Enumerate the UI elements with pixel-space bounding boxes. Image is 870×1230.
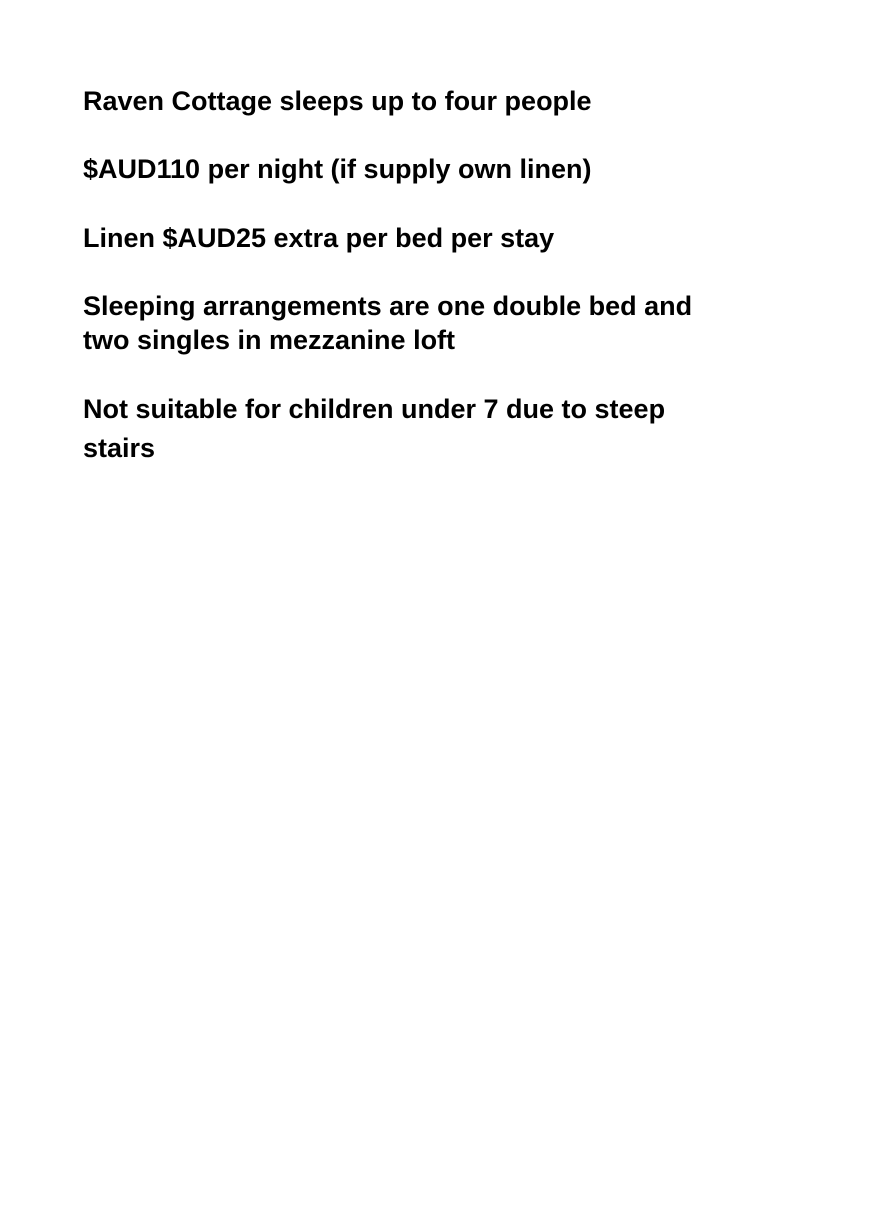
- children-notice-text: [83, 392, 783, 465]
- text-line: $AUD110 per night (if supply own linen): [83, 154, 592, 184]
- occupancy-text: [83, 84, 783, 118]
- text-line: two singles in mezzanine loft: [83, 325, 456, 355]
- linen-fee-text: [83, 221, 783, 255]
- text-line: Sleeping arrangements are one double bed and: [83, 291, 693, 321]
- text-line: stairs: [83, 433, 156, 463]
- text-line: Linen $AUD25 extra per bed per stay: [83, 223, 555, 253]
- text-line: Raven Cottage sleeps up to four people: [83, 86, 592, 116]
- sleeping-arrangements-text: [83, 289, 783, 357]
- text-line: Not suitable for children under 7 due to steep: [83, 394, 666, 424]
- nightly-rate-text: [83, 152, 783, 186]
